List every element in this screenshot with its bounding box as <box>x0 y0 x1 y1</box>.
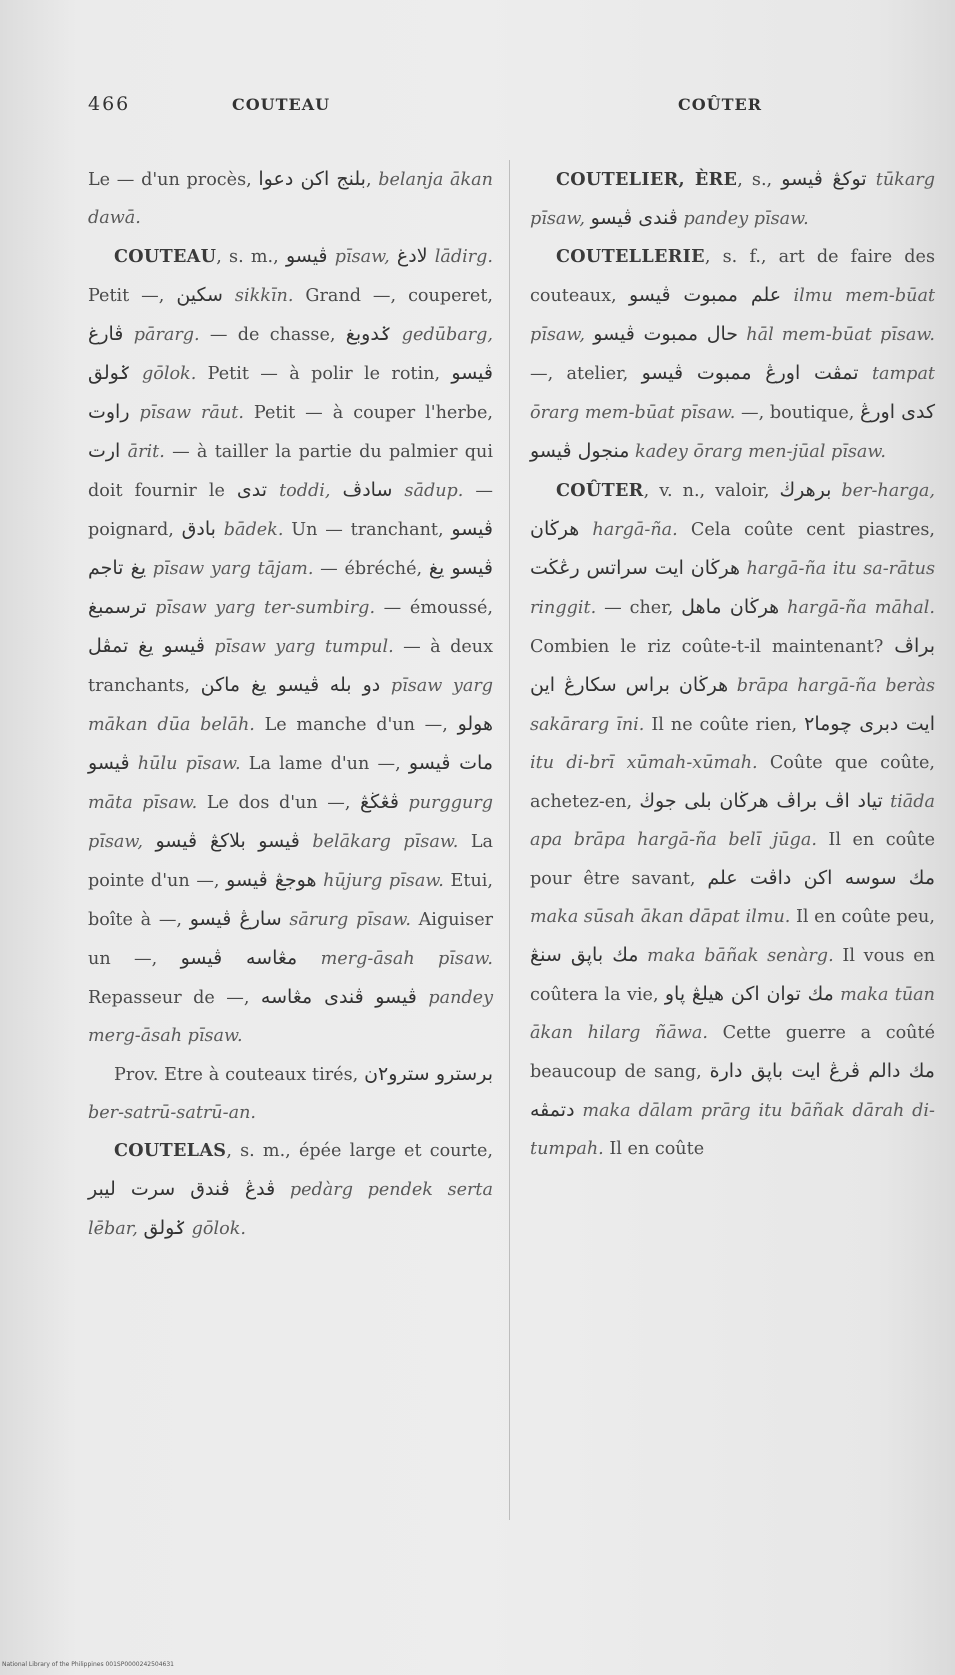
definition-text: Coûte que coûte, achetez-en, <box>530 753 935 812</box>
jawi-text: ڤيسو يغ تاجم <box>88 518 493 579</box>
jawi-text: ارت <box>88 440 121 462</box>
jawi-text: ڤيسو يغ ترسمبغ <box>88 557 493 618</box>
transliteration: brāpa hargā-ña beràs sakārarg īni. <box>530 676 936 735</box>
jawi-text: علم ممبوت ڤيسو <box>628 284 782 306</box>
definition-text: Le dos d'un —, <box>197 793 361 813</box>
entry-paragraph <box>88 237 493 1055</box>
jawi-text: بلنج اكن دعوا <box>258 168 366 190</box>
jawi-text: هرڬان <box>530 518 580 540</box>
jawi-text: برهرڬ <box>779 479 832 501</box>
transliteration: tiāda apa brāpa hargā-ña belī jūga. <box>530 792 936 850</box>
definition-text: Combien le riz coûte-t-il maintenant? <box>530 637 895 657</box>
definition-text: — ébréché, <box>313 559 429 579</box>
definition-text: Petit — à polir le rotin, <box>196 364 452 384</box>
jawi-text: ڤيسو يغ تمڤل <box>88 635 205 657</box>
entry-paragraph <box>88 1132 493 1248</box>
definition-text: Grand —, couperet, <box>293 286 494 306</box>
definition-text: Aiguiser un —, <box>88 910 494 969</box>
scan-footer: National Library of the Philippines 001SP0000242504631 <box>2 1661 174 1668</box>
transliteration: pīsaw rāut. <box>139 403 244 423</box>
jawi-text: تياد اڤ براڤ هرڬان بلى جوڬ <box>639 790 883 812</box>
jawi-text: ڤندى ڤيسو <box>590 207 678 229</box>
definition-text <box>428 247 435 267</box>
jawi-text: ڤندى مڠاسه <box>260 986 364 1008</box>
entry-paragraph <box>530 471 935 1168</box>
jawi-text: بلاكڠ ڤيسو <box>155 830 246 852</box>
definition-text: — cher, <box>596 598 682 618</box>
transliteration: sikkīn. <box>234 286 294 306</box>
entry-paragraph <box>530 238 935 471</box>
definition-text <box>120 442 127 462</box>
jawi-text: ڤيسو راوت <box>88 362 493 423</box>
transliteration: maka bāñak senàrg. <box>647 946 834 966</box>
jawi-text: مات ڤيسو <box>408 752 494 774</box>
definition-text <box>143 832 155 852</box>
definition-text <box>130 403 140 423</box>
definition-text <box>391 325 401 345</box>
definition-text <box>781 286 793 306</box>
transliteration: māta pīsaw. <box>88 793 198 813</box>
definition-text <box>275 1180 290 1200</box>
transliteration: maka sūsah ākan dāpat ilmu. <box>530 907 791 927</box>
jawi-text: ڤيسو <box>285 245 328 267</box>
jawi-text: ڤيسو <box>258 830 300 852</box>
transliteration: pīsaw yarg tājam. <box>152 559 314 579</box>
headword: COUTELLERIE <box>556 246 705 267</box>
jawi-text: ݢدوبغ <box>345 323 392 345</box>
transliteration: sārurg pīsaw. <box>289 910 411 930</box>
jawi-text: ايت دبرى چوما٢ <box>804 713 935 735</box>
jawi-text: تدى <box>236 479 268 501</box>
definition-text: Il vous en coûtera la vie, <box>530 946 935 1005</box>
left-running-head: COUTEAU <box>232 95 331 114</box>
right-column <box>530 160 935 1540</box>
definition-text: La pointe d'un —, <box>88 832 494 891</box>
transliteration: pīsaw yarg tumpul. <box>214 637 394 657</box>
jawi-text: توكڠ ڤيسو <box>781 168 867 190</box>
transliteration: pedàrg pendek serta lēbar, <box>88 1180 493 1239</box>
transliteration: maka tūan ākan hilarg ñāwa. <box>530 985 935 1043</box>
definition-text: Un — tranchant, <box>283 520 452 540</box>
definition-text: , v. n., valoir, <box>643 481 780 501</box>
definition-text <box>585 325 593 345</box>
definition-text: , <box>365 170 379 190</box>
transliteration: belanja ākan dawā. <box>88 170 493 228</box>
definition-text: — à tailler la partie du palmier qui doit fournir le <box>88 442 493 501</box>
right-running-head: COÛTER <box>678 95 763 114</box>
transliteration: pandey merg-āsah pīsaw. <box>88 988 494 1046</box>
definition-text <box>392 481 404 501</box>
definition-text: Petit — à couper l'herbe, <box>243 403 494 423</box>
headword: COUTELAS <box>114 1140 227 1161</box>
definition-text <box>579 520 592 540</box>
definition-text <box>131 364 142 384</box>
definition-text: Etui, boîte à —, <box>88 871 493 930</box>
jawi-text: هوجڠ ڤيسو <box>226 869 317 891</box>
definition-text: — poignard, <box>88 481 494 540</box>
definition-text <box>328 247 335 267</box>
definition-text <box>267 481 279 501</box>
definition-text: , s. f., art de faire des couteaux, <box>530 247 935 306</box>
transliteration: gedūbarg, <box>401 325 494 345</box>
definition-text: Il en coûte <box>603 1139 705 1159</box>
definition-text: — à deux tranchants, <box>88 637 494 696</box>
transliteration: pīsaw, <box>334 247 390 267</box>
left-column <box>88 160 493 1540</box>
definition-text: Repasseur de —, <box>88 988 261 1008</box>
transliteration: kadey ōrarg men-jūal pīsaw. <box>635 442 886 462</box>
headword: COÛTER <box>556 480 644 501</box>
definition-text: Il en coûte peu, <box>790 907 935 927</box>
definition-text: Il ne coûte rien, <box>644 715 805 735</box>
definition-text <box>123 325 133 345</box>
definition-text: Cela coûte cent piastres, <box>677 520 935 540</box>
jawi-text: هرڬان ماهل <box>681 596 780 618</box>
jawi-text: ڤڠڬڠ <box>360 791 399 813</box>
jawi-text: مك سوسه اكن داڤت علم <box>707 867 935 889</box>
jawi-text: تمڤت اورڠ ممبوت ڤيسو <box>641 362 859 384</box>
definition-text <box>146 559 153 579</box>
definition-text <box>300 832 312 852</box>
definition-text <box>216 520 224 540</box>
definition-text <box>364 988 375 1008</box>
definition-text <box>417 988 428 1008</box>
jawi-text: بادق <box>181 518 216 540</box>
entry-paragraph <box>88 160 493 237</box>
transliteration: tampat ōrarg mem-būat pīsaw. <box>530 364 936 423</box>
definition-text: Il en coûte pour être savant, <box>530 830 935 889</box>
jawi-text: ݢولق <box>88 362 131 384</box>
definition-text: — émoussé, <box>375 598 493 618</box>
definition-text: Prov. Etre à couteaux tirés, <box>114 1065 365 1085</box>
transliteration: ber-harga, <box>841 481 935 501</box>
definition-text: La lame d'un —, <box>240 754 409 774</box>
headword: COUTEAU <box>114 246 217 267</box>
definition-text <box>330 481 342 501</box>
definition-text <box>831 481 841 501</box>
jawi-text: دو بله <box>329 674 381 696</box>
jawi-text: مك دالم ڤرڠ ايت باڽق دارة دتمڤه <box>530 1060 935 1121</box>
definition-text <box>297 949 320 969</box>
jawi-text: سادڤ <box>342 479 393 501</box>
definition-text <box>728 676 737 696</box>
definition-text: , s., <box>737 170 782 190</box>
transliteration: pīsaw yarg ter-sumbirg. <box>155 598 376 618</box>
transliteration: itu di-brī xūmah-xūmah. <box>530 753 758 773</box>
jawi-text: حال ممبوت ڤيسو <box>593 323 739 345</box>
definition-text <box>205 637 214 657</box>
jawi-text: هرڬان ايت سراتس رڠڬت <box>530 557 741 579</box>
headword: COUTELIER, ÈRE <box>556 169 738 190</box>
transliteration: lādirg. <box>434 247 493 267</box>
jawi-text: ڤدڠ ڤندق سرت ليبر <box>88 1178 276 1200</box>
definition-text: Cette guerre a coûté beaucoup de sang, <box>530 1023 935 1082</box>
transliteration: sādup. <box>404 481 464 501</box>
definition-text <box>390 247 397 267</box>
transliteration: tūkarg pīsaw, <box>530 170 935 229</box>
definition-text: —, atelier, <box>530 364 642 384</box>
definition-text <box>130 754 138 774</box>
transliteration: toddi, <box>279 481 331 501</box>
jawi-text: مك باڽق سنڠ <box>530 944 639 966</box>
jawi-text: براڤ هرڬان براس سكارڠ اين <box>530 635 935 696</box>
definition-text <box>147 598 156 618</box>
jawi-text: مك توان اكن هيلڠ ڽاو <box>664 983 834 1005</box>
definition-text <box>859 364 872 384</box>
transliteration: hargā-ña. <box>592 520 678 540</box>
jawi-text: ڤيسو <box>375 986 417 1008</box>
jawi-text: ڤارغ <box>88 323 124 345</box>
transliteration: pandey pīsaw. <box>683 209 809 229</box>
transliteration: maka dālam prārg itu bāñak dārah di-tumpah. <box>530 1101 935 1159</box>
definition-text: — de chasse, <box>199 325 346 345</box>
jawi-text: لادغ <box>396 245 428 267</box>
definition-text <box>246 832 258 852</box>
definition-text: , s. m., <box>216 247 286 267</box>
definition-text <box>883 792 890 812</box>
definition-text: Petit —, <box>88 286 177 306</box>
transliteration: merg-āsah pīsaw. <box>320 949 493 969</box>
transliteration: purggurg pīsaw, <box>88 793 494 852</box>
definition-text: Le — d'un procès, <box>88 170 259 190</box>
jawi-text: سارڠ ڤيسو <box>189 908 282 930</box>
jawi-text: مڠاسه ڤيسو <box>180 947 298 969</box>
definition-text <box>867 170 876 190</box>
transliteration: hūlu pīsaw. <box>137 754 241 774</box>
transliteration: ber-satrū-satrū-an. <box>88 1103 256 1123</box>
jawi-text: ڤيسو يغ ماكن <box>200 674 320 696</box>
page-number: 466 <box>88 93 131 115</box>
entry-paragraph <box>530 160 935 238</box>
definition-text: Le manche d'un —, <box>254 715 458 735</box>
transliteration: hargā-ña māhal. <box>787 598 935 618</box>
transliteration: gōlok. <box>191 1219 246 1239</box>
definition-text <box>638 946 647 966</box>
definition-text <box>223 286 235 306</box>
transliteration: ārit. <box>127 442 165 462</box>
transliteration: hargā-ña itu sa-rātus ringgit. <box>530 559 935 618</box>
definition-text <box>319 676 330 696</box>
jawi-text: ݢولق <box>143 1217 187 1239</box>
transliteration: pīsaw yarg mākan dūa belāh. <box>88 676 494 735</box>
jawi-text: برسترو سترو٢ن <box>364 1063 493 1085</box>
entry-paragraph <box>88 1055 493 1132</box>
definition-text <box>779 598 787 618</box>
transliteration: gōlok. <box>141 364 197 384</box>
transliteration: pārarg. <box>133 325 200 345</box>
column-divider <box>509 160 510 1520</box>
transliteration: hūjurg pīsaw. <box>323 871 444 891</box>
definition-text: , s. m., épée large et courte, <box>226 1141 493 1161</box>
transliteration: belākarg pīsaw. <box>312 832 459 852</box>
definition-text <box>380 676 391 696</box>
jawi-text: سكين <box>176 284 223 306</box>
definition-text: —, boutique, <box>735 403 861 423</box>
jawi-text: هولو ڤيسو <box>88 713 494 774</box>
transliteration: hāl mem-būat pīsaw. <box>746 325 935 345</box>
transliteration: bādek. <box>223 520 284 540</box>
jawi-text: كدى اورڠ منجول ڤيسو <box>530 401 935 462</box>
transliteration: ilmu mem-būat pīsaw, <box>530 286 936 345</box>
